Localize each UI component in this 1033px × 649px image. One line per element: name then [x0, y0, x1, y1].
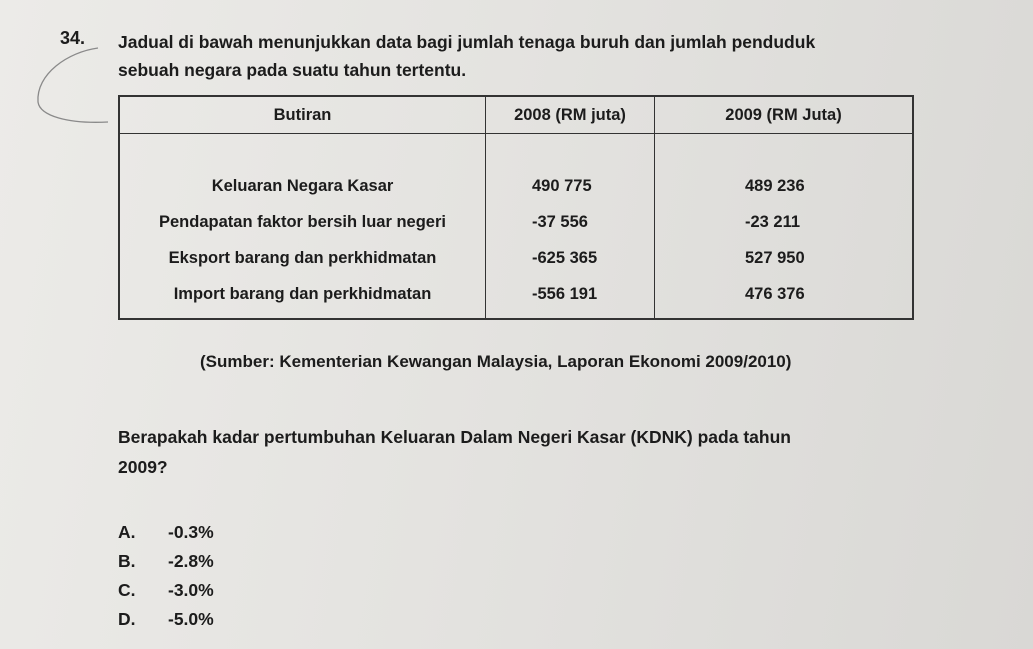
header-2008: 2008 (RM juta) [486, 96, 655, 134]
option-letter: A. [118, 522, 136, 542]
cell-2008: -556 191 [532, 285, 598, 303]
option-letter: D. [118, 609, 136, 629]
source-citation: (Sumber: Kementerian Kewangan Malaysia, Laporan Ekonomi 2009/2010) [200, 352, 792, 371]
cell-item: Eksport barang dan perkhidmatan [168, 249, 437, 267]
option-letter: C. [118, 580, 136, 600]
column-2008 [486, 134, 655, 320]
option-value: -0.3% [168, 522, 214, 542]
question-number: 34. [60, 28, 86, 48]
option-value: -2.8% [168, 551, 214, 571]
header-2009: 2009 (RM Juta) [655, 96, 914, 134]
option-value: -5.0% [168, 609, 214, 629]
table-header-row [119, 96, 913, 134]
pencil-mark [28, 44, 118, 134]
option-a[interactable] [118, 518, 214, 547]
cell-2009: -23 211 [745, 213, 801, 231]
data-table [118, 95, 914, 320]
option-d[interactable] [118, 605, 214, 634]
question-text-line2: sebuah negara pada suatu tahun tertentu. [118, 60, 467, 80]
cell-2008: 490 775 [532, 177, 592, 195]
answer-options [118, 518, 214, 634]
option-value: -3.0% [168, 580, 214, 600]
cell-2008: -625 365 [532, 249, 598, 267]
cell-item: Keluaran Negara Kasar [211, 177, 394, 195]
header-butiran: Butiran [119, 96, 486, 134]
cell-item: Import barang dan perkhidmatan [173, 285, 432, 303]
option-letter: B. [118, 551, 136, 571]
column-2009 [655, 134, 914, 320]
cell-2009: 527 950 [745, 249, 805, 267]
column-butiran [119, 134, 486, 320]
question-prompt [118, 422, 918, 482]
cell-item: Pendapatan faktor bersih luar negeri [159, 213, 446, 231]
prompt-line1: Berapakah kadar pertumbuhan Keluaran Dalam Negeri Kasar (KDNK) pada tahun [118, 427, 791, 447]
option-b[interactable] [118, 547, 214, 576]
table-body-row [119, 134, 913, 320]
option-c[interactable] [118, 576, 214, 605]
cell-2009: 476 376 [745, 285, 805, 303]
cell-2008: -37 556 [532, 213, 588, 231]
question-text-line1: Jadual di bawah menunjukkan data bagi jumlah tenaga buruh dan jumlah penduduk [118, 32, 816, 52]
cell-2009: 489 236 [745, 177, 805, 195]
question-text [118, 28, 918, 84]
prompt-line2: 2009? [118, 457, 168, 477]
